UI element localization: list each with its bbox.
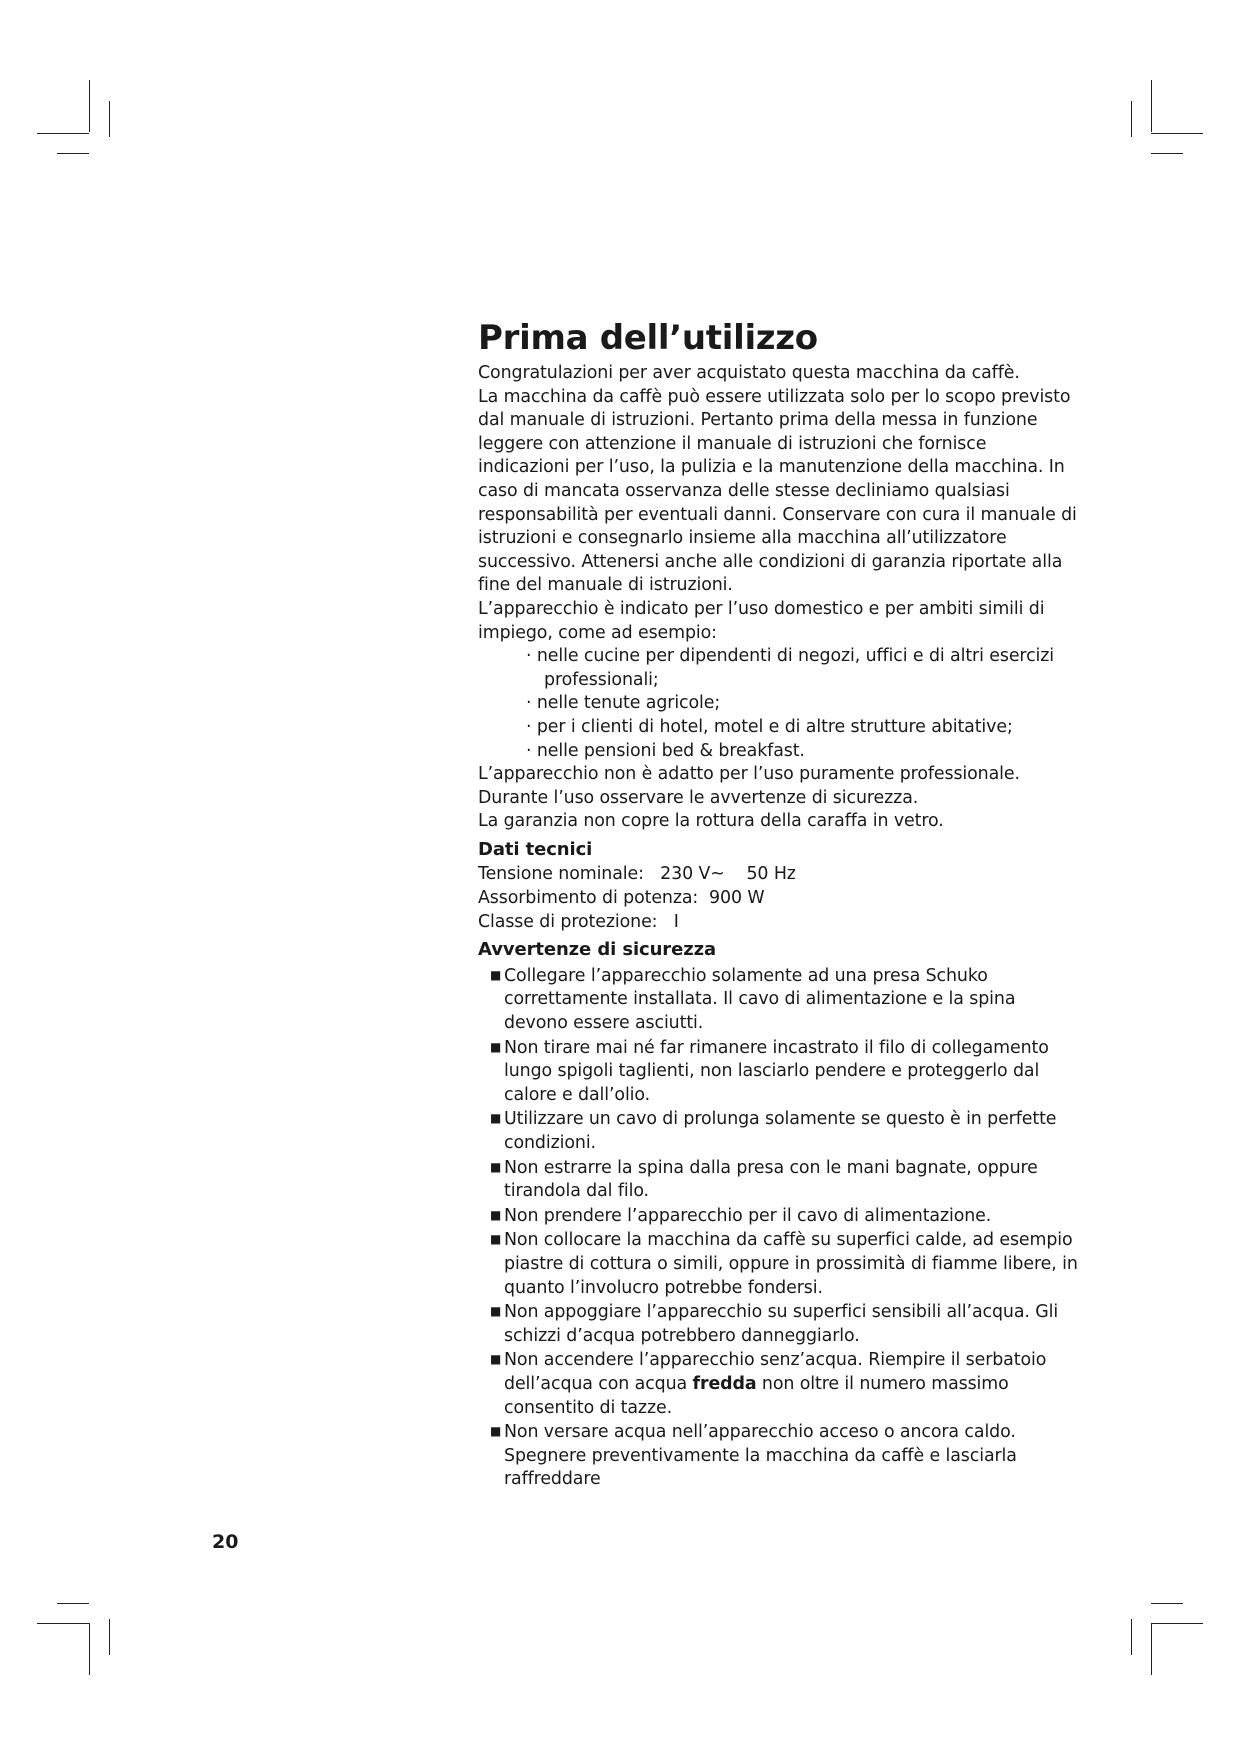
list-item bbox=[490, 1036, 1078, 1108]
bullet-icon: ■ bbox=[490, 1159, 502, 1174]
list-item: · nelle cucine per dipendenti di negozi, uffici e di altri esercizi professionali; bbox=[526, 646, 1055, 690]
list-item-text: Non accendere l’apparecchio senz’acqua. Riempire il serbatoio dell’acqua con acqua bbox=[504, 1350, 1047, 1394]
list-item-text: Non versare acqua nell’apparecchio acceso o ancora caldo. Spegnere preventivamente la macchina da caffè e lasciarla raffreddare bbox=[504, 1422, 1017, 1490]
crop-mark bbox=[1151, 153, 1183, 154]
list-item-text: Non appoggiare l’apparecchio su superfici sensibili all’acqua. Gli schizzi d’acqua potrebbero danneggiarlo. bbox=[504, 1302, 1059, 1346]
list-item bbox=[490, 1420, 1078, 1492]
note-paragraph: Durante l’uso osservare le avvertenze di sicurezza. bbox=[478, 787, 919, 808]
note-paragraph: L’apparecchio non è adatto per l’uso puramente professionale. bbox=[478, 764, 1020, 785]
list-item: · nelle tenute agricole; bbox=[526, 693, 721, 714]
safety-list bbox=[478, 964, 1078, 1492]
list-item bbox=[490, 1300, 1078, 1348]
list-item-text: Non prendere l’apparecchio per il cavo di alimentazione. bbox=[504, 1205, 992, 1226]
crop-mark bbox=[1131, 1619, 1132, 1655]
spec-row: Classe di protezione: I bbox=[478, 911, 679, 932]
bullet-icon: ■ bbox=[490, 967, 502, 982]
bullet-icon: ■ bbox=[490, 1232, 502, 1247]
crop-mark bbox=[1151, 80, 1152, 132]
crop-mark bbox=[109, 101, 110, 137]
intro-paragraph: L’apparecchio è indicato per l’uso domestico e per ambiti simili di impiego, come ad esempio: bbox=[478, 598, 1045, 643]
list-item bbox=[490, 1348, 1078, 1420]
crop-mark bbox=[109, 1619, 110, 1655]
list-item bbox=[490, 1107, 1078, 1155]
spec-row: Assorbimento di potenza: 900 W bbox=[478, 888, 765, 909]
intro-paragraph: Congratulazioni per aver acquistato questa macchina da caffè. bbox=[478, 363, 1020, 383]
document-body bbox=[478, 318, 1078, 1492]
list-item bbox=[490, 1228, 1078, 1300]
section-heading-tech: Dati tecnici bbox=[478, 838, 593, 860]
list-item bbox=[490, 1156, 1078, 1204]
crop-mark bbox=[89, 80, 90, 132]
crop-mark bbox=[1131, 101, 1132, 137]
crop-mark bbox=[37, 133, 89, 134]
list-item: · nelle pensioni bed & breakfast. bbox=[526, 740, 805, 761]
bullet-icon: ■ bbox=[490, 1304, 502, 1319]
list-item-text: Collegare l’apparecchio solamente ad una presa Schuko correttamente installata. Il cavo di alimentazione e la spina devono essere asciutti. bbox=[504, 965, 1016, 1034]
crop-mark bbox=[1151, 1623, 1152, 1675]
page-title: Prima dell’utilizzo bbox=[478, 318, 818, 358]
spec-row: Tensione nominale: 230 V~ 50 Hz bbox=[478, 864, 796, 885]
list-item-text: Non collocare la macchina da caffè su superfici calde, ad esempio piastre di cottura o simili, oppure in prossimità di fiamme libere, in quanto l’involucro potrebbe fondersi. bbox=[504, 1230, 1078, 1298]
bullet-icon: ■ bbox=[490, 1039, 502, 1054]
list-item-text: Non tirare mai né far rimanere incastrato il filo di collegamento lungo spigoli taglienti, non lasciarlo pendere e proteggerlo dal calore e dall’olio. bbox=[504, 1037, 1049, 1105]
crop-mark bbox=[1151, 1623, 1203, 1624]
bullet-icon: ■ bbox=[490, 1111, 502, 1126]
crop-mark bbox=[57, 1603, 89, 1604]
bullet-icon: ■ bbox=[490, 1352, 502, 1367]
bullet-icon: ■ bbox=[490, 1207, 502, 1222]
crop-mark bbox=[37, 1623, 89, 1624]
crop-mark bbox=[89, 1623, 90, 1675]
list-item-text: Utilizzare un cavo di prolunga solamente se questo è in perfette condizioni. bbox=[504, 1109, 1057, 1153]
page-number: 20 bbox=[212, 1531, 239, 1553]
intro-paragraph: La macchina da caffè può essere utilizzata solo per lo scopo previsto dal manuale di istruzioni. Pertanto prima della messa in funzione leggere con attenzione il manuale di istruzioni che fornisce indicazioni per l’uso, la pulizia e la manutenzione della macchina. In caso di mancata osservanza delle stesse decliniamo qualsiasi responsabilità per eventuali danni. Conservare con cura il manuale di istruzioni e consegnarlo insieme alla macchina all’utilizzatore successivo. Attenersi anche alle condizioni di garanzia riportate alla fine del manuale di istruzioni. bbox=[478, 386, 1077, 596]
list-item bbox=[490, 1204, 1078, 1229]
list-item-text: non oltre il numero massimo consentito di tazze. bbox=[504, 1373, 1009, 1418]
bullet-icon: ■ bbox=[490, 1424, 502, 1439]
list-item-text: Non estrarre la spina dalla presa con le mani bagnate, oppure tirandola dal filo. bbox=[504, 1157, 1038, 1202]
section-heading-safety: Avvertenze di sicurezza bbox=[478, 939, 716, 961]
list-item: · per i clienti di hotel, motel e di altre strutture abitative; bbox=[526, 716, 1013, 737]
usage-list bbox=[478, 645, 1078, 763]
crop-mark bbox=[1151, 1603, 1183, 1604]
crop-mark bbox=[1151, 133, 1203, 134]
crop-mark bbox=[57, 153, 89, 154]
emphasis-text: fredda bbox=[692, 1373, 757, 1394]
list-item bbox=[490, 964, 1078, 1036]
note-paragraph: La garanzia non copre la rottura della caraffa in vetro. bbox=[478, 811, 944, 832]
